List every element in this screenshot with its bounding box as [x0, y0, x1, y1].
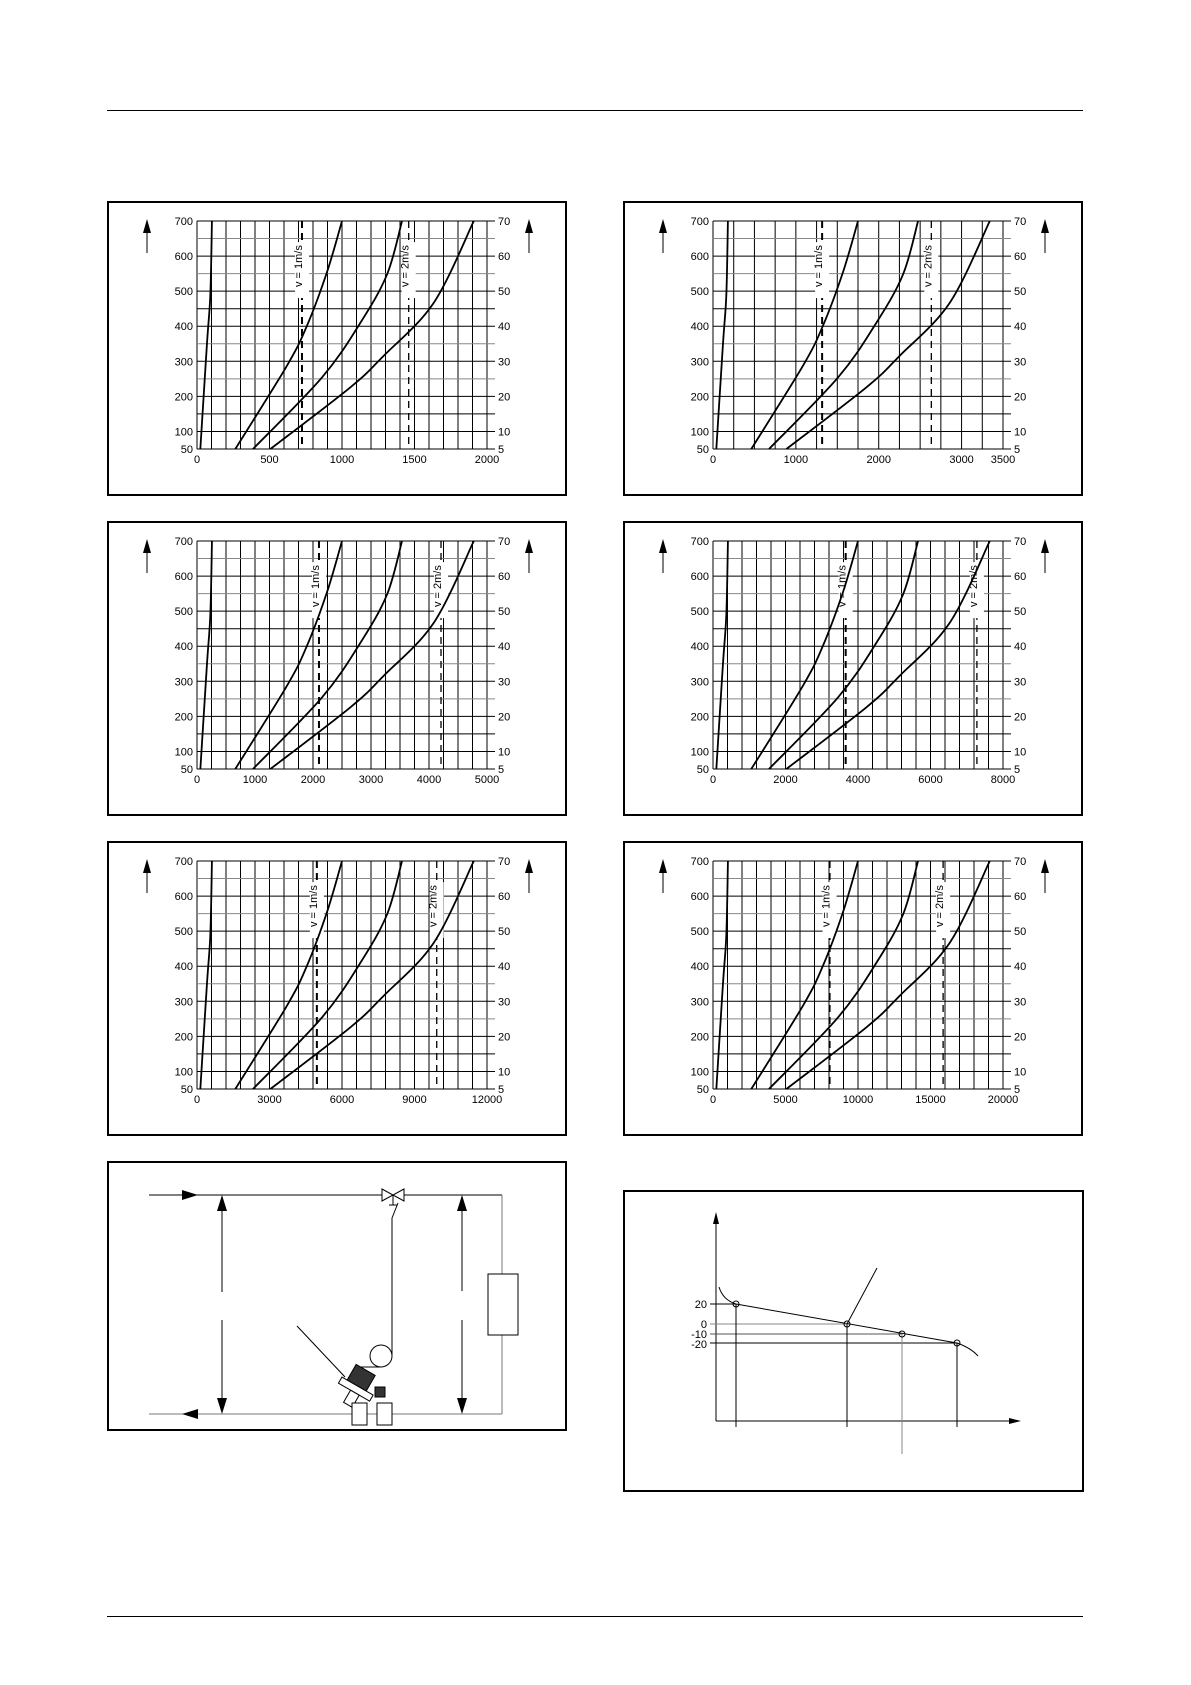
velocity-label: v = 2m/s: [922, 245, 935, 288]
y-axis-arrow-icon: [659, 219, 667, 253]
series-curve-2: [235, 861, 342, 1089]
y2-tick-label: 50: [498, 926, 511, 939]
x-tick-label: 0: [193, 774, 201, 786]
y-tick-label: 600: [690, 891, 709, 904]
x-tick-label: 20000: [987, 1094, 1019, 1106]
y2-tick-label: 70: [1014, 216, 1027, 228]
x-tick-label: 6000: [918, 774, 943, 786]
chart-svg: [109, 843, 569, 1138]
series-curve-2: [235, 541, 342, 769]
piping-schematic: [107, 1161, 567, 1431]
x-tick-label: 0: [709, 454, 717, 466]
y2-tick-label: 5: [498, 1084, 505, 1096]
x-tick-label: 3000: [949, 454, 974, 466]
series-curve-1: [200, 861, 212, 1089]
y-tick-label: 50: [180, 444, 193, 456]
y2-tick-label: 70: [498, 216, 511, 228]
footer-rule: [107, 1616, 1083, 1617]
x-tick-label: 0: [709, 774, 717, 786]
arrow-head: [1041, 219, 1049, 233]
y2-tick-label: 60: [1014, 571, 1027, 584]
y-label-minus-20: -20: [691, 1339, 707, 1351]
y-tick-label: 400: [174, 641, 193, 654]
y2-tick-label: 20: [1014, 391, 1027, 404]
y-tick-label: 500: [174, 606, 193, 619]
y2-tick-label: 60: [1014, 891, 1027, 904]
velocity-label: v = 2m/s: [934, 885, 947, 928]
y-tick-label: 400: [174, 321, 193, 334]
chart-4: [623, 521, 1083, 816]
y2-tick-label: 50: [1014, 286, 1027, 299]
y-tick-label: 50: [696, 1084, 709, 1096]
y2-axis-arrow-icon: [1041, 859, 1049, 893]
arrow-head: [143, 539, 151, 553]
arrow-head: [143, 859, 151, 873]
y-tick-label: 700: [174, 856, 193, 868]
y2-tick-label: 5: [1014, 444, 1021, 456]
y2-tick-label: 30: [498, 356, 511, 369]
y-tick-label: 300: [690, 996, 709, 1009]
x-tick-label: 0: [709, 1094, 717, 1106]
y2-tick-label: 5: [498, 444, 505, 456]
header-rule: [107, 110, 1083, 111]
x-tick-label: 12000: [471, 1094, 503, 1106]
x-tick-label: 0: [193, 1094, 201, 1106]
y2-tick-label: 30: [1014, 676, 1027, 689]
y2-tick-label: 70: [1014, 856, 1027, 868]
y2-axis-arrow-icon: [1041, 219, 1049, 253]
y-tick-label: 400: [174, 961, 193, 974]
y-tick-label: 700: [690, 856, 709, 868]
series-curve-3: [769, 221, 918, 449]
y-tick-label: 700: [690, 216, 709, 228]
flow-arrow-out: [182, 1409, 198, 1419]
series-curve-2: [235, 221, 342, 449]
y2-tick-label: 60: [498, 571, 511, 584]
temperature-characteristic: [623, 1190, 1084, 1492]
y-tick-label: 400: [690, 961, 709, 974]
velocity-label: v = 2m/s: [432, 565, 445, 608]
y2-tick-label: 70: [1014, 536, 1027, 548]
y2-tick-label: 40: [1014, 321, 1027, 334]
y2-tick-label: 40: [498, 961, 511, 974]
y-tick-label: 300: [174, 676, 193, 689]
flow-arrow-in: [182, 1190, 198, 1200]
arrow-head: [1041, 539, 1049, 553]
velocity-label: v = 1m/s: [309, 565, 322, 608]
y2-tick-label: 40: [498, 641, 511, 654]
leader-line: [297, 1326, 345, 1377]
x-tick-label: 1000: [242, 774, 268, 786]
y2-tick-label: 30: [1014, 356, 1027, 369]
y2-axis-arrow-icon: [1041, 539, 1049, 573]
arrow-head: [525, 219, 533, 233]
arrow-head: [143, 219, 151, 233]
y-tick-label: 100: [174, 1066, 193, 1079]
arrow-head: [1041, 859, 1049, 873]
y2-tick-label: 40: [498, 321, 511, 334]
y2-tick-label: 20: [498, 391, 511, 404]
y-tick-label: 600: [174, 571, 193, 584]
y2-tick-label: 20: [1014, 711, 1027, 724]
y-tick-label: 500: [174, 286, 193, 299]
y-tick-label: 100: [690, 1066, 709, 1079]
y2-tick-label: 20: [1014, 1031, 1027, 1044]
x-tick-label: 5000: [773, 1094, 798, 1106]
velocity-label: v = 2m/s: [427, 885, 440, 928]
y-tick-label: 700: [690, 536, 709, 548]
chart-svg: [109, 523, 569, 818]
x-tick-label: 3000: [358, 774, 384, 786]
y-tick-label: 300: [690, 356, 709, 369]
y2-tick-label: 10: [498, 1066, 511, 1079]
arrow-head: [525, 859, 533, 873]
y-tick-label: 200: [174, 711, 193, 724]
chart-svg: [109, 203, 569, 498]
chart-svg: [625, 843, 1085, 1138]
y-tick-label: 600: [690, 571, 709, 584]
chart-2: [623, 201, 1083, 496]
y2-tick-label: 30: [498, 676, 511, 689]
y-label-20: 20: [694, 1299, 707, 1311]
series-curve-2: [751, 221, 858, 449]
x-tick-label: 1500: [402, 454, 427, 466]
x-tick-label: 10000: [842, 1094, 874, 1106]
x-tick-label: 2000: [866, 454, 891, 466]
y-axis-arrow-icon: [659, 539, 667, 573]
y2-tick-label: 20: [498, 1031, 511, 1044]
y2-tick-label: 50: [498, 286, 511, 299]
y-axis-arrow-icon: [659, 859, 667, 893]
y-axis-arrow-icon: [143, 859, 151, 893]
y-tick-label: 100: [690, 746, 709, 759]
y2-tick-label: 10: [1014, 1066, 1027, 1079]
y2-tick-label: 60: [1014, 251, 1027, 264]
chart-3: [107, 521, 567, 816]
shutoff-valve-icon: [382, 1189, 404, 1205]
y2-tick-label: 5: [1014, 764, 1021, 776]
y2-tick-label: 70: [498, 536, 511, 548]
y2-tick-label: 5: [498, 764, 505, 776]
pressure-controller-valve-icon: [331, 1361, 392, 1425]
y2-tick-label: 10: [498, 746, 511, 759]
x-tick-label: 1000: [329, 454, 355, 466]
x-tick-label: 9000: [402, 1094, 427, 1106]
arrow-head: [659, 539, 667, 553]
velocity-label: v = 1m/s: [813, 245, 826, 288]
y-tick-label: 400: [690, 321, 709, 334]
y2-tick-label: 10: [1014, 746, 1027, 759]
x-tick-label: 0: [193, 454, 201, 466]
y-tick-label: 50: [180, 764, 193, 776]
chart-5: [107, 841, 567, 1136]
velocity-label: v = 1m/s: [292, 245, 305, 288]
y-tick-label: 500: [690, 926, 709, 939]
y2-tick-label: 40: [1014, 961, 1027, 974]
y-tick-label: 700: [174, 536, 193, 548]
y-tick-label: 50: [696, 764, 709, 776]
y-tick-label: 200: [690, 391, 709, 404]
x-axis-arrow-icon: [1009, 1418, 1021, 1424]
chart-6: [623, 841, 1083, 1136]
y2-tick-label: 40: [1014, 641, 1027, 654]
y-tick-label: 100: [174, 426, 193, 439]
y2-tick-label: 70: [498, 856, 511, 868]
chart-svg: [625, 203, 1085, 498]
velocity-label: v = 2m/s: [399, 245, 412, 288]
schematic-drawing: [109, 1163, 569, 1433]
arrow-head: [525, 539, 533, 553]
chart-svg: [625, 523, 1085, 818]
y2-tick-label: 30: [1014, 996, 1027, 1009]
arrow-head: [659, 859, 667, 873]
y-axis-arrow-icon: [713, 1212, 719, 1224]
heat-consumer: [488, 1274, 518, 1335]
x-tick-label: 15000: [915, 1094, 946, 1106]
y-tick-label: 600: [174, 891, 193, 904]
x-tick-label: 3000: [257, 1094, 282, 1106]
y2-axis-arrow-icon: [525, 539, 533, 573]
y-tick-label: 200: [690, 711, 709, 724]
y2-tick-label: 50: [1014, 606, 1027, 619]
x-tick-label: 2000: [474, 454, 500, 466]
x-tick-label: 5000: [474, 774, 500, 786]
y-label-0: 0: [700, 1319, 707, 1331]
y-tick-label: 200: [174, 391, 193, 404]
velocity-label: v = 2m/s: [967, 565, 980, 608]
y-tick-label: 100: [690, 426, 709, 439]
y2-tick-label: 30: [498, 996, 511, 1009]
y-axis-arrow-icon: [143, 539, 151, 573]
velocity-label: v = 1m/s: [836, 565, 849, 608]
y-tick-label: 300: [690, 676, 709, 689]
leader-line: [847, 1268, 877, 1324]
y-label-minus-10: -10: [691, 1329, 707, 1341]
y2-tick-label: 50: [1014, 926, 1027, 939]
y2-axis-arrow-icon: [525, 859, 533, 893]
y-tick-label: 600: [690, 251, 709, 264]
y2-axis-arrow-icon: [525, 219, 533, 253]
velocity-label: v = 1m/s: [307, 885, 320, 928]
x-tick-label: 2000: [773, 774, 798, 786]
x-tick-label: 500: [260, 454, 279, 466]
x-tick-label: 4000: [845, 774, 871, 786]
x-tick-label: 8000: [990, 774, 1016, 786]
y-tick-label: 100: [174, 746, 193, 759]
x-tick-label: 2000: [300, 774, 326, 786]
x-tick-label: 6000: [329, 1094, 355, 1106]
y-tick-label: 500: [690, 606, 709, 619]
y-tick-label: 500: [690, 286, 709, 299]
y2-tick-label: 20: [498, 711, 511, 724]
y-tick-label: 200: [690, 1031, 709, 1044]
y-tick-label: 700: [174, 216, 193, 228]
impulse-coil: [370, 1345, 392, 1367]
series-curve-2: [751, 861, 858, 1089]
series-curve-1: [716, 541, 728, 769]
x-tick-label: 1000: [783, 454, 809, 466]
y2-tick-label: 60: [498, 891, 511, 904]
y2-tick-label: 50: [498, 606, 511, 619]
y-tick-label: 200: [174, 1031, 193, 1044]
velocity-label: v = 1m/s: [820, 885, 833, 928]
temperature-graph: [625, 1192, 1086, 1494]
x-tick-label: 3500: [990, 454, 1016, 466]
arrow-head: [659, 219, 667, 233]
y-tick-label: 400: [690, 641, 709, 654]
y-tick-label: 500: [174, 926, 193, 939]
series-curve-1: [200, 541, 212, 769]
y2-tick-label: 60: [498, 251, 511, 264]
y2-tick-label: 10: [498, 426, 511, 439]
y2-tick-label: 10: [1014, 426, 1027, 439]
series-curve-1: [716, 221, 728, 449]
y2-tick-label: 5: [1014, 1084, 1021, 1096]
series-curve-1: [200, 221, 212, 449]
series-curve-1: [716, 861, 728, 1089]
y-tick-label: 50: [696, 444, 709, 456]
y-tick-label: 600: [174, 251, 193, 264]
y-tick-label: 300: [174, 996, 193, 1009]
y-tick-label: 50: [180, 1084, 193, 1096]
y-tick-label: 300: [174, 356, 193, 369]
chart-1: [107, 201, 567, 496]
y-axis-arrow-icon: [143, 219, 151, 253]
x-tick-label: 4000: [416, 774, 442, 786]
